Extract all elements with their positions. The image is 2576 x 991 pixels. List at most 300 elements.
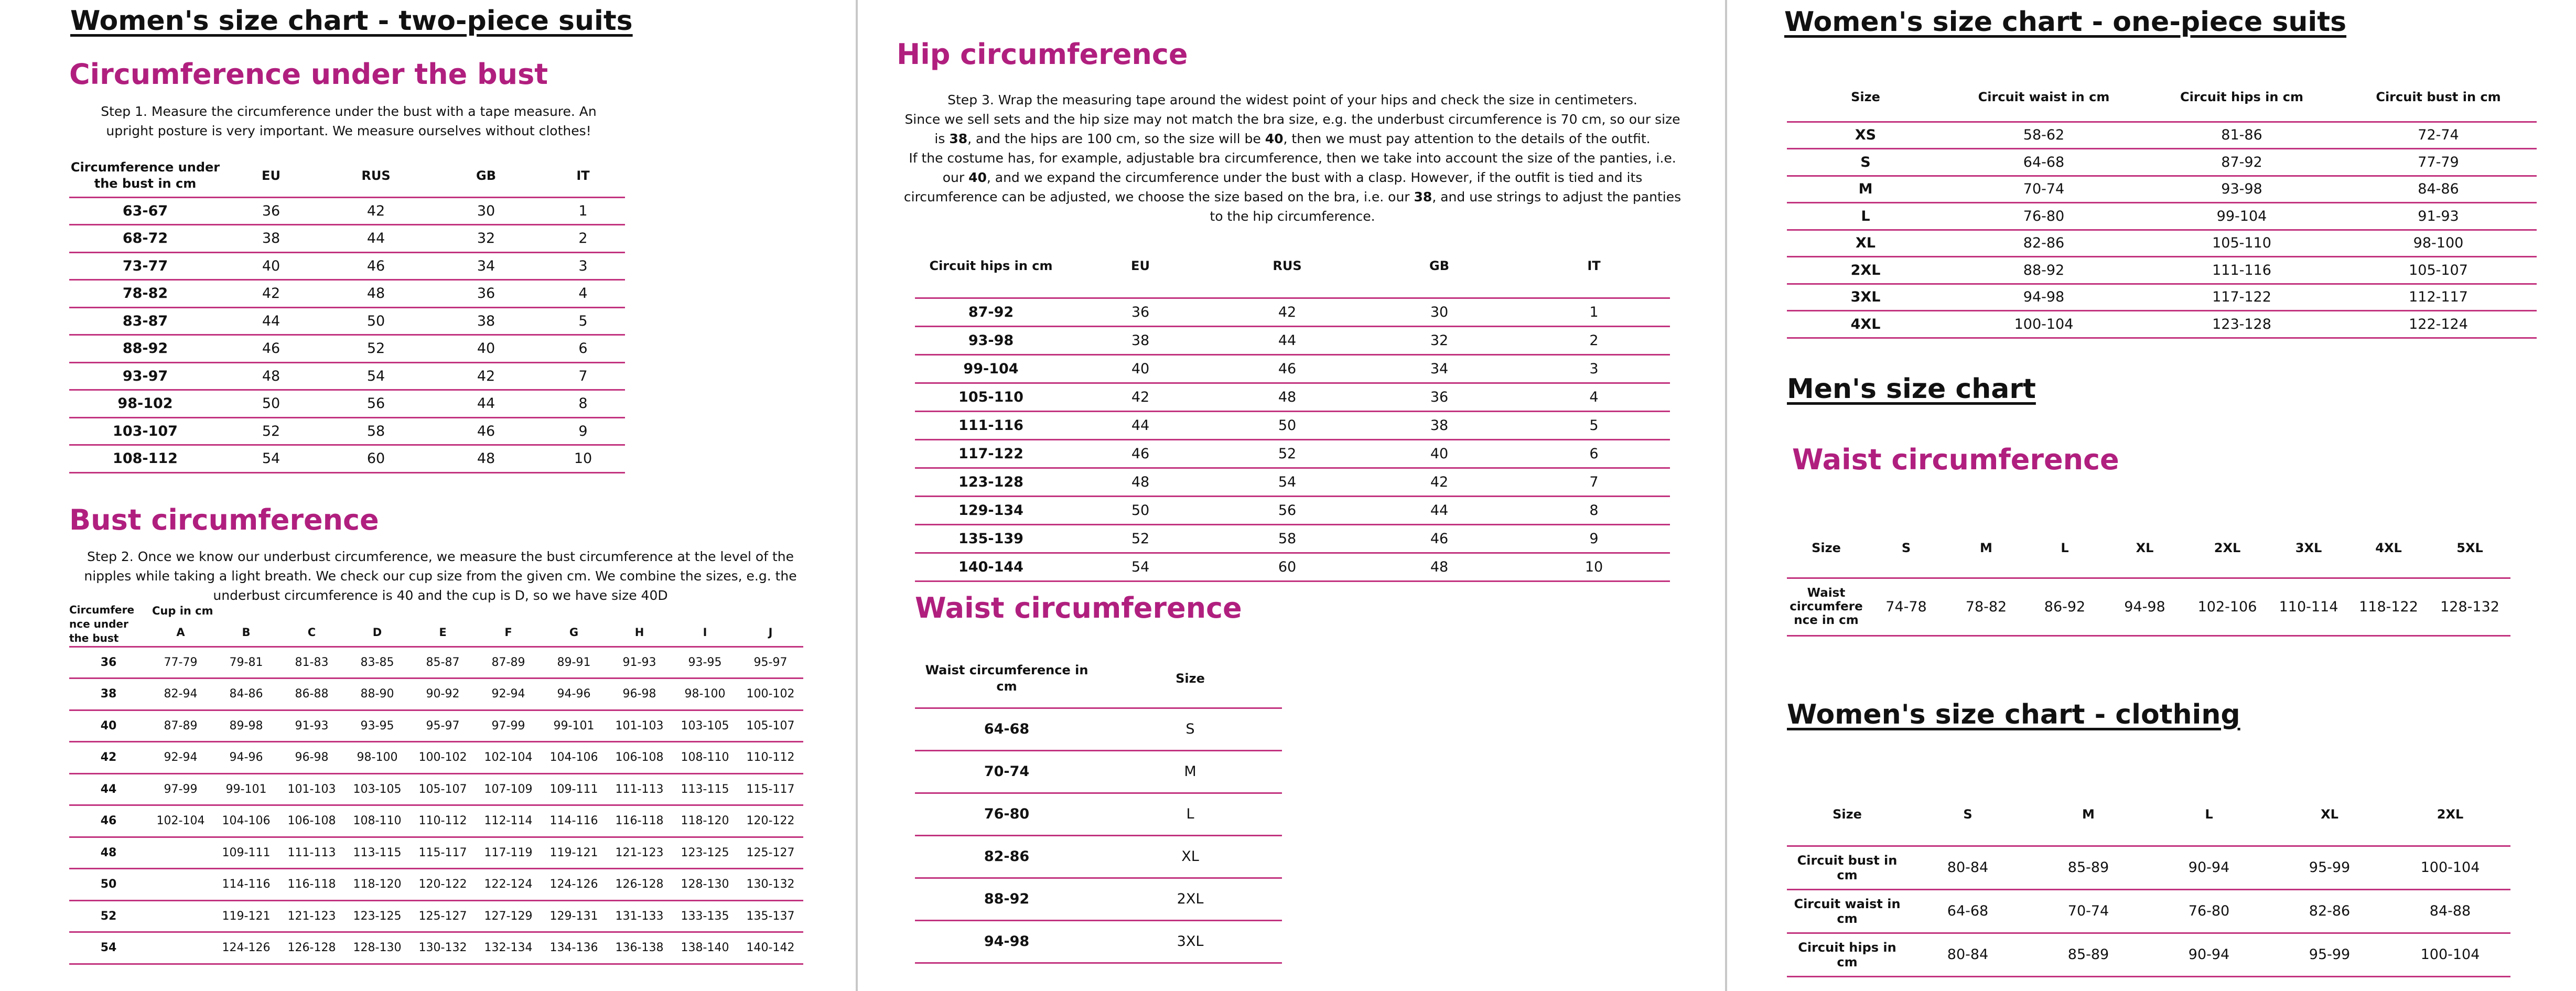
table-row — [915, 354, 1670, 383]
table-row — [1787, 578, 2510, 635]
table-cell: 64-68 — [1944, 149, 2143, 176]
table-cell: 58 — [1214, 524, 1361, 553]
column-header: RUS — [321, 155, 431, 197]
text-fragment: , and use strings to adjust the panties to the hip circumference. — [1210, 189, 1682, 224]
bust-heading: Bust circumference — [69, 503, 379, 536]
table-cell: 99-101 — [541, 710, 607, 742]
row-label-cell: 99-104 — [915, 354, 1067, 383]
row-label-cell: 36 — [69, 647, 148, 678]
table-cell: 6 — [1518, 439, 1670, 468]
table-cell: 120-122 — [738, 805, 803, 837]
table-cell: 38 — [221, 225, 321, 253]
row-label-cell: XS — [1787, 122, 1944, 149]
table-cell: 117-119 — [476, 837, 541, 869]
table-cell: 94-98 — [2104, 578, 2185, 635]
table-cell: 3 — [1518, 354, 1670, 383]
table-cell: 100-102 — [410, 742, 476, 774]
table-cell: 42 — [1214, 298, 1361, 326]
waist-heading: Waist circumference — [915, 591, 1242, 624]
table-cell: 50 — [1214, 411, 1361, 439]
bold-size: 38 — [949, 131, 968, 146]
table-cell: 108-110 — [344, 805, 410, 837]
table-cell: 95-97 — [738, 647, 803, 678]
table-cell: 58 — [321, 417, 431, 445]
table-cell: 123-125 — [344, 900, 410, 932]
table-cell: 58-62 — [1944, 122, 2143, 149]
table-cell: 105-107 — [738, 710, 803, 742]
cup-header: Cup in cm — [152, 605, 213, 617]
clothing-title: Women's size chart - clothing — [1787, 699, 2240, 730]
table-row — [69, 900, 803, 932]
table-cell: 10 — [541, 445, 625, 473]
table-cell: 46 — [1361, 524, 1518, 553]
column-header: GB — [431, 155, 541, 197]
table-cell: 113-115 — [672, 773, 738, 805]
table-cell: 100-104 — [1944, 311, 2143, 338]
corner-header: Circumfere nce under the bust — [69, 603, 148, 647]
table-cell: 114-116 — [541, 805, 607, 837]
column-header: Circuit bust in cm — [2340, 73, 2537, 122]
row-label-cell: L — [1787, 203, 1944, 230]
table-cell: 102-106 — [2185, 578, 2269, 635]
table-cell: 87-89 — [476, 647, 541, 678]
table-row — [915, 750, 1282, 793]
table-cell: 46 — [221, 335, 321, 363]
table-row — [69, 252, 625, 280]
table-cell: 106-108 — [279, 805, 344, 837]
table-cell: 115-117 — [410, 837, 476, 869]
table-cell: 98-100 — [344, 742, 410, 774]
table-cell: 93-95 — [672, 647, 738, 678]
table-cell: 42 — [431, 362, 541, 390]
table-cell: 9 — [1518, 524, 1670, 553]
table-cell: 44 — [1067, 411, 1214, 439]
table-cell: 89-91 — [541, 647, 607, 678]
table-cell: 100-104 — [2390, 846, 2510, 889]
table-cell: 138-140 — [672, 932, 738, 964]
table-cell: 100-102 — [738, 678, 803, 710]
table-cell: 103-105 — [672, 710, 738, 742]
table-cell: 48 — [1361, 553, 1518, 581]
cup-letter: H — [607, 619, 672, 647]
row-label-cell: 63-67 — [69, 197, 221, 225]
table-cell: 32 — [1361, 326, 1518, 354]
table-cell: 140-142 — [738, 932, 803, 964]
table-cell: 110-112 — [738, 742, 803, 774]
table-cell: 126-128 — [607, 869, 672, 901]
table-cell: 105-107 — [2340, 257, 2537, 284]
table-cell: 3XL — [1098, 920, 1282, 963]
table-row — [915, 835, 1282, 878]
table-cell: 100-104 — [2390, 933, 2510, 976]
table-row — [69, 307, 625, 335]
hip-instructions — [902, 90, 1683, 226]
table-cell: 38 — [431, 307, 541, 335]
one-piece-title: Women's size chart - one-piece suits — [1784, 6, 2347, 38]
table-cell: 54 — [221, 445, 321, 473]
table-row — [915, 496, 1670, 524]
table-cell: 36 — [1361, 383, 1518, 411]
table-cell: 2 — [1518, 326, 1670, 354]
table-cell: 104-106 — [213, 805, 279, 837]
row-label-cell: 140-144 — [915, 553, 1067, 581]
table-cell: 86-92 — [2025, 578, 2104, 635]
row-label-cell: 88-92 — [915, 878, 1098, 920]
table-cell: 54 — [1214, 468, 1361, 496]
table-row — [1787, 311, 2537, 338]
clothing-table — [1787, 784, 2510, 977]
table-cell: 6 — [541, 335, 625, 363]
table-cell: 93-95 — [344, 710, 410, 742]
table-cell: 36 — [431, 280, 541, 308]
table-cell: 48 — [431, 445, 541, 473]
column-divider-2 — [1725, 0, 1727, 991]
table-cell: 88-90 — [344, 678, 410, 710]
column-header: IT — [1518, 235, 1670, 298]
table-row — [69, 390, 625, 418]
row-label-cell: 70-74 — [915, 750, 1098, 793]
table-cell: 44 — [221, 307, 321, 335]
column-header: Circuit hips in cm — [915, 235, 1067, 298]
table-cell: 117-122 — [2143, 284, 2340, 311]
table-cell — [148, 837, 213, 869]
text-fragment: , and the hips are 100 cm, so the size will be — [967, 131, 1265, 146]
table-cell: 38 — [1067, 326, 1214, 354]
cup-letter: E — [410, 619, 476, 647]
row-label-cell: 93-98 — [915, 326, 1067, 354]
column-header: Circumference under the bust in cm — [69, 155, 221, 197]
text-fragment: Since we sell sets and the hip size may not match the bra size, e.g. the underbust circumference is 70 cm, so our size is — [904, 112, 1680, 146]
row-label-cell: 123-128 — [915, 468, 1067, 496]
table-cell: 1 — [1518, 298, 1670, 326]
column-header: S — [1866, 519, 1947, 578]
table-cell: 44 — [321, 225, 431, 253]
men-waist-table — [1787, 519, 2510, 637]
table-cell: 111-113 — [279, 837, 344, 869]
cup-letter: D — [344, 619, 410, 647]
row-label-cell: Circuit hips in cm — [1787, 933, 1907, 976]
table-cell: 48 — [1214, 383, 1361, 411]
table-cell: 119-121 — [213, 900, 279, 932]
row-label-cell: 135-139 — [915, 524, 1067, 553]
table-cell: 130-132 — [738, 869, 803, 901]
row-label-cell: 93-97 — [69, 362, 221, 390]
table-cell: 30 — [431, 197, 541, 225]
row-label-cell: 94-98 — [915, 920, 1098, 963]
table-cell: 93-98 — [2143, 176, 2340, 203]
table-cell: 54 — [321, 362, 431, 390]
one-piece-table — [1787, 73, 2537, 339]
table-cell: 127-129 — [476, 900, 541, 932]
table-cell: 116-118 — [607, 805, 672, 837]
column-header: 2XL — [2390, 784, 2510, 846]
table-cell: 133-135 — [672, 900, 738, 932]
table-cell: 8 — [1518, 496, 1670, 524]
table-cell: 46 — [321, 252, 431, 280]
bold-size: 40 — [968, 170, 987, 185]
table-cell: 85-89 — [2028, 846, 2149, 889]
table-cell: 40 — [431, 335, 541, 363]
table-cell: 81-86 — [2143, 122, 2340, 149]
table-header-row — [69, 603, 803, 619]
table-cell: S — [1098, 708, 1282, 750]
table-cell: 7 — [541, 362, 625, 390]
table-cell: 90-92 — [410, 678, 476, 710]
table-cell: 54 — [1067, 553, 1214, 581]
table-cell: 118-122 — [2348, 578, 2429, 635]
table-cell: 114-116 — [213, 869, 279, 901]
table-cell: 119-121 — [541, 837, 607, 869]
table-cell: 111-113 — [607, 773, 672, 805]
table-row — [1787, 176, 2537, 203]
table-cell: 74-78 — [1866, 578, 1947, 635]
table-cell: 124-126 — [213, 932, 279, 964]
table-cell: 52 — [221, 417, 321, 445]
table-cell: 10 — [1518, 553, 1670, 581]
two-piece-title: Women's size chart - two-piece suits — [70, 5, 633, 37]
table-cell: 40 — [221, 252, 321, 280]
table-row — [69, 280, 625, 308]
table-cell: 96-98 — [279, 742, 344, 774]
table-row — [69, 773, 803, 805]
table-row — [915, 439, 1670, 468]
table-cell: L — [1098, 793, 1282, 835]
table-cell: 104-106 — [541, 742, 607, 774]
cup-letter: A — [148, 619, 213, 647]
table-cell: 129-131 — [541, 900, 607, 932]
row-label-cell: 111-116 — [915, 411, 1067, 439]
table-cell: 107-109 — [476, 773, 541, 805]
table-cell: 115-117 — [738, 773, 803, 805]
row-label-cell: 117-122 — [915, 439, 1067, 468]
table-cell: 8 — [541, 390, 625, 418]
men-title: Men's size chart — [1787, 373, 2036, 405]
table-cell: 4 — [1518, 383, 1670, 411]
table-cell: 32 — [431, 225, 541, 253]
bold-size: 38 — [1414, 189, 1432, 204]
table-cell: 105-110 — [2143, 230, 2340, 257]
table-cell: 98-100 — [672, 678, 738, 710]
row-label-cell: 38 — [69, 678, 148, 710]
table-cell: 46 — [1214, 354, 1361, 383]
column-header: Size — [1787, 519, 1866, 578]
text-fragment: If the costume has, for example, adjustable bra circumference, then we take into account the size of the panties, i.e. our — [909, 150, 1676, 185]
table-header-row — [69, 619, 803, 647]
cup-letter: C — [279, 619, 344, 647]
row-label-cell: M — [1787, 176, 1944, 203]
table-row — [69, 932, 803, 964]
bold-size: 40 — [1265, 131, 1284, 146]
table-cell: 50 — [221, 390, 321, 418]
cup-letter: B — [213, 619, 279, 647]
column-header: Circuit waist in cm — [1944, 73, 2143, 122]
row-label-cell: XL — [1787, 230, 1944, 257]
table-cell: 128-130 — [344, 932, 410, 964]
table-cell: 134-136 — [541, 932, 607, 964]
column-header: GB — [1361, 235, 1518, 298]
table-row — [915, 298, 1670, 326]
table-cell: 110-112 — [410, 805, 476, 837]
table-cell: 42 — [321, 197, 431, 225]
column-header: L — [2149, 784, 2269, 846]
table-cell: 3 — [541, 252, 625, 280]
column-header: 5XL — [2429, 519, 2510, 578]
table-cell: 52 — [1067, 524, 1214, 553]
table-cell: 44 — [431, 390, 541, 418]
table-row — [1787, 846, 2510, 889]
table-cell: 91-93 — [279, 710, 344, 742]
men-waist-heading: Waist circumference — [1792, 443, 2119, 476]
row-label-cell: 76-80 — [915, 793, 1098, 835]
table-cell: 105-107 — [410, 773, 476, 805]
table-cell: 76-80 — [1944, 203, 2143, 230]
column-header: 4XL — [2348, 519, 2429, 578]
table-cell: 60 — [1214, 553, 1361, 581]
table-cell: 95-99 — [2269, 846, 2390, 889]
column-header: Waist circumference in cm — [915, 650, 1098, 708]
text-fragment: Step 3. Wrap the measuring tape around the widest point of your hips and check the size in centimeters. — [947, 92, 1637, 107]
table-row — [1787, 203, 2537, 230]
table-cell: 82-86 — [1944, 230, 2143, 257]
table-row — [915, 553, 1670, 581]
table-cell: 94-96 — [541, 678, 607, 710]
table-cell: 122-124 — [2340, 311, 2537, 338]
table-cell: 40 — [1361, 439, 1518, 468]
row-label-cell: S — [1787, 149, 1944, 176]
table-cell: 46 — [431, 417, 541, 445]
table-cell: 96-98 — [607, 678, 672, 710]
table-cell: 48 — [1067, 468, 1214, 496]
table-row — [69, 805, 803, 837]
table-header-row — [1787, 519, 2510, 578]
table-cell: 34 — [431, 252, 541, 280]
table-row — [1787, 889, 2510, 933]
table-row — [915, 878, 1282, 920]
table-cell: 131-133 — [607, 900, 672, 932]
table-cell: 87-89 — [148, 710, 213, 742]
table-header-row — [915, 650, 1282, 708]
cup-letter: F — [476, 619, 541, 647]
table-row — [69, 362, 625, 390]
table-cell: 124-126 — [541, 869, 607, 901]
table-row — [915, 793, 1282, 835]
row-label-cell: 68-72 — [69, 225, 221, 253]
row-label-cell: 2XL — [1787, 257, 1944, 284]
table-cell: 82-94 — [148, 678, 213, 710]
table-cell: 36 — [221, 197, 321, 225]
row-label-cell: 78-82 — [69, 280, 221, 308]
table-cell: 109-111 — [541, 773, 607, 805]
table-cell: 90-94 — [2149, 933, 2269, 976]
table-row — [69, 678, 803, 710]
table-cell: 120-122 — [410, 869, 476, 901]
row-label-cell: 54 — [69, 932, 148, 964]
table-cell: 42 — [1067, 383, 1214, 411]
row-label-cell: 108-112 — [69, 445, 221, 473]
column-header: M — [1947, 519, 2025, 578]
table-cell: 113-115 — [344, 837, 410, 869]
table-cell: 52 — [1214, 439, 1361, 468]
table-row — [1787, 284, 2537, 311]
table-cell: 92-94 — [148, 742, 213, 774]
table-row — [1787, 257, 2537, 284]
table-cell: 81-83 — [279, 647, 344, 678]
cup-letter: J — [738, 619, 803, 647]
table-cell: 116-118 — [279, 869, 344, 901]
table-cell: XL — [1098, 835, 1282, 878]
table-cell: 9 — [541, 417, 625, 445]
table-header-row — [1787, 784, 2510, 846]
table-cell: 108-110 — [672, 742, 738, 774]
row-label-cell: 105-110 — [915, 383, 1067, 411]
row-label-cell: 129-134 — [915, 496, 1067, 524]
row-label-cell: 52 — [69, 900, 148, 932]
table-row — [915, 326, 1670, 354]
row-label-cell: 50 — [69, 869, 148, 901]
row-label-cell: 103-107 — [69, 417, 221, 445]
table-cell: 92-94 — [476, 678, 541, 710]
table-cell: 97-99 — [148, 773, 213, 805]
column-header: Circuit hips in cm — [2143, 73, 2340, 122]
column-header: L — [2025, 519, 2104, 578]
column-header: XL — [2269, 784, 2390, 846]
table-cell: 125-127 — [738, 837, 803, 869]
table-cell: 64-68 — [1907, 889, 2028, 933]
table-cell: 101-103 — [607, 710, 672, 742]
table-cell: 34 — [1361, 354, 1518, 383]
table-cell: 38 — [1361, 411, 1518, 439]
table-cell: 30 — [1361, 298, 1518, 326]
table-cell: 5 — [1518, 411, 1670, 439]
row-label-cell: 4XL — [1787, 311, 1944, 338]
column-two-piece — [0, 0, 855, 991]
table-cell: 135-137 — [738, 900, 803, 932]
table-cell: 85-87 — [410, 647, 476, 678]
table-cell: 84-86 — [213, 678, 279, 710]
table-cell: 84-86 — [2340, 176, 2537, 203]
table-cell: 77-79 — [148, 647, 213, 678]
row-label-cell: 83-87 — [69, 307, 221, 335]
table-cell: 48 — [321, 280, 431, 308]
table-row — [915, 383, 1670, 411]
table-cell: 50 — [321, 307, 431, 335]
table-cell: 122-124 — [476, 869, 541, 901]
table-cell: 52 — [321, 335, 431, 363]
column-header: Size — [1787, 73, 1944, 122]
table-row — [69, 335, 625, 363]
table-cell: 94-96 — [213, 742, 279, 774]
column-right — [1729, 0, 2576, 991]
table-cell: 101-103 — [279, 773, 344, 805]
row-label-cell: Waist circumfere nce in cm — [1787, 578, 1866, 635]
table-cell: 5 — [541, 307, 625, 335]
row-label-cell: Circuit bust in cm — [1787, 846, 1907, 889]
text-fragment: , and we expand the circumference under the bust with a clasp. However, if the outfit is tied and its circumference can be adjusted, we choose the size based on the bra, i.e. our — [903, 170, 1643, 204]
table-cell: 60 — [321, 445, 431, 473]
row-label-cell: 3XL — [1787, 284, 1944, 311]
table-row — [69, 445, 625, 473]
table-cell: 40 — [1067, 354, 1214, 383]
bust-instructions: Step 2. Once we know our underbust circumference, we measure the bust circumference at the level of the nipples while taking a light breath. We check our cup size from the given cm. We combine the sizes, e.g. the underbust circumference is 40 and the cup is D, so we have size 40D — [84, 549, 797, 603]
table-cell: 72-74 — [2340, 122, 2537, 149]
table-cell: 103-105 — [344, 773, 410, 805]
hip-heading: Hip circumference — [897, 38, 1188, 71]
table-cell: 95-97 — [410, 710, 476, 742]
column-divider-1 — [856, 0, 858, 991]
table-row — [915, 524, 1670, 553]
table-cell: 4 — [541, 280, 625, 308]
table-cell: 44 — [1361, 496, 1518, 524]
